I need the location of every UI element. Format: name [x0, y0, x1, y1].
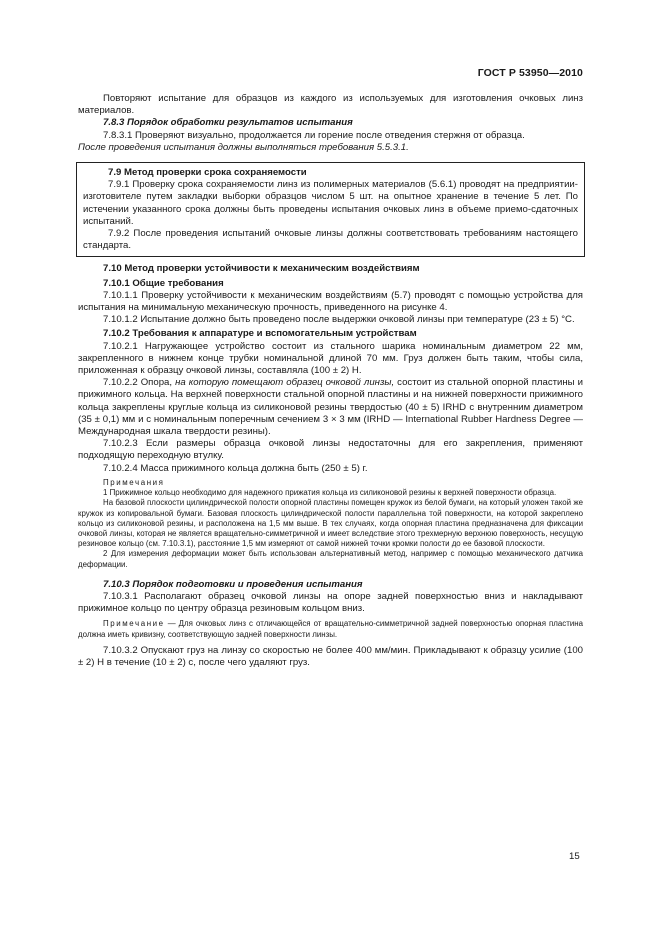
paragraph-7-10-2-4: 7.10.2.4 Масса прижимного кольца должна быть (250 ± 5) г. [103, 462, 368, 474]
heading-7-10-3: 7.10.3 Порядок подготовки и проведения испытания [103, 578, 363, 590]
section-7-9-box [76, 162, 585, 257]
paragraph-7-10-2-2-start: 7.10.2.2 Опора, [103, 377, 176, 389]
spacer [78, 570, 583, 579]
paragraph-7-9-1: 7.9.1 Проверку срока сохраняемости линз из полимерных материалов (5.6.1) проводят на предприятии-изготовителе путем закладки выборки образцов числом 5 шт. на опытное хранение в течение 5 лет. По истечении указанного срока должны быть проведены испытания очковых линз в объеме приемо-сдаточных испытаний. [83, 179, 578, 227]
note-7-10-3-title: Примечание [103, 619, 165, 629]
heading-7-10-2: 7.10.2 Требования к аппаратуре и вспомогательным устройствам [103, 328, 417, 340]
paragraph-7-10-2-1: 7.10.2.1 Нагружающее устройство состоит из стального шарика номинальным диаметром 22 мм, закрепленного в нижнем конце трубки номинальной длиной 70 мм. Груз должен быть таким, чтобы сила, приложенная к образцу очковой линзы, составляла (100 ± 2) Н. [78, 340, 583, 377]
paragraph-7-10-2-2 [78, 377, 583, 438]
paragraph-7-9-2: 7.9.2 После проведения испытаний очковые линзы должны соответствовать требованиям настоящего стандарта. [83, 228, 578, 252]
document-header: ГОСТ Р 53950—2010 [477, 67, 583, 79]
note-7-10-3 [78, 619, 583, 639]
paragraph-repeat-test: Повторяют испытание для образцов из каждого из используемых для изготовления очковых линз материалов. [78, 93, 583, 117]
paragraph-7-10-3-2: 7.10.3.2 Опускают груз на линзу со скоростью не более 400 мм/мин. Прикладывают к образцу усилие (100 ± 2) Н в течение (10 ± 2) с, после чего удаляют груз. [78, 644, 583, 668]
paragraph-7-8-3-requirement: После проведения испытания должны выполняться требования 5.5.3.1. [78, 141, 409, 153]
heading-7-10-1: 7.10.1 Общие требования [103, 277, 224, 289]
note-2: 2 Для измерения деформации может быть использован альтернативный метод, например с помощью механического датчика деформации. [78, 549, 583, 569]
notes-title: Примечания [103, 477, 165, 487]
paragraph-7-8-3-1: 7.8.3.1 Проверяют визуально, продолжается ли горение после отведения стержня от образца. [103, 129, 525, 141]
note-1: 1 Прижимное кольцо необходимо для надежного прижатия кольца из силиконовой резины к верхней поверхности образца. [103, 488, 557, 498]
heading-7-10: 7.10 Метод проверки устойчивости к механическим воздействиям [103, 263, 420, 275]
paragraph-7-10-2-2-italic: на которую помещают образец очковой линзы, [175, 377, 395, 389]
note-7-10-3-text: — Для очковых линз с отличающейся от вращательно-симметричной задней поверхностью опорная пластина должна иметь кривизну, соответствующую задней поверхности линзы. [78, 619, 583, 639]
heading-7-8-3: 7.8.3 Порядок обработки результатов испытания [103, 117, 353, 129]
page-content [78, 93, 583, 669]
paragraph-7-10-2-3: 7.10.2.3 Если размеры образца очковой линзы недостаточны для его закрепления, применяют подходящую переходную втулку. [78, 438, 583, 462]
page-number: 15 [569, 851, 580, 862]
note-1-continued: На базовой плоскости цилиндрической полости опорной пластины помещен кружок из белой бумаги, на который уложен такой же кружок из копировальной бумаги. Базовая плоскость цилиндрической полости параллельна той поверхности, на которой закреплено кольцо из силиконовой резины, и расположена на 1,5 мм выше. В тех случаях, когда опорная пластина предназначена для фиксации очковой линзы, которая не является вращательно-симметричной и имеет вследствие этого трехмерную верхнюю поверхность, несущую резиновое кольцо (см. 7.10.3.1), расстояние 1,5 мм измеряют от самой нижней точки кромки полости до ее базовой плоскости. [78, 498, 583, 549]
paragraph-7-10-3-1: 7.10.3.1 Располагают образец очковой линзы на опоре задней поверхностью вниз и накладывают прижимное кольцо по центру образца резиновым кольцом вниз. [78, 590, 583, 615]
paragraph-7-10-1-1: 7.10.1.1 Проверку устойчивости к механическим воздействиям (5.7) проводят с помощью устройства для испытания на минимальную механическую прочность, приведенного на рисунке 4. [78, 289, 583, 314]
paragraph-7-10-1-2: 7.10.1.2 Испытание должно быть проведено после выдержки очковой линзы при температуре (23 ± 5) °С. [103, 314, 575, 326]
paragraph-7-10-2-2-rest: состоит из стальной опорной пластины и прижимного кольца. На верхней поверхности стальной опорной пластины и на нижней поверхности прижимного кольца закреплены круглые кольца из силиконовой резины твердостью (40 ± 5) IRHD с внутренним диаметром (35 ± 0,1) мм и с номинальным поперечным сечением 3 × 3 мм (IRHD — International Rubber Hardness Degree — Международная шкала твердости резины). [78, 377, 583, 438]
heading-7-9: 7.9 Метод проверки срока сохраняемости [108, 167, 307, 179]
